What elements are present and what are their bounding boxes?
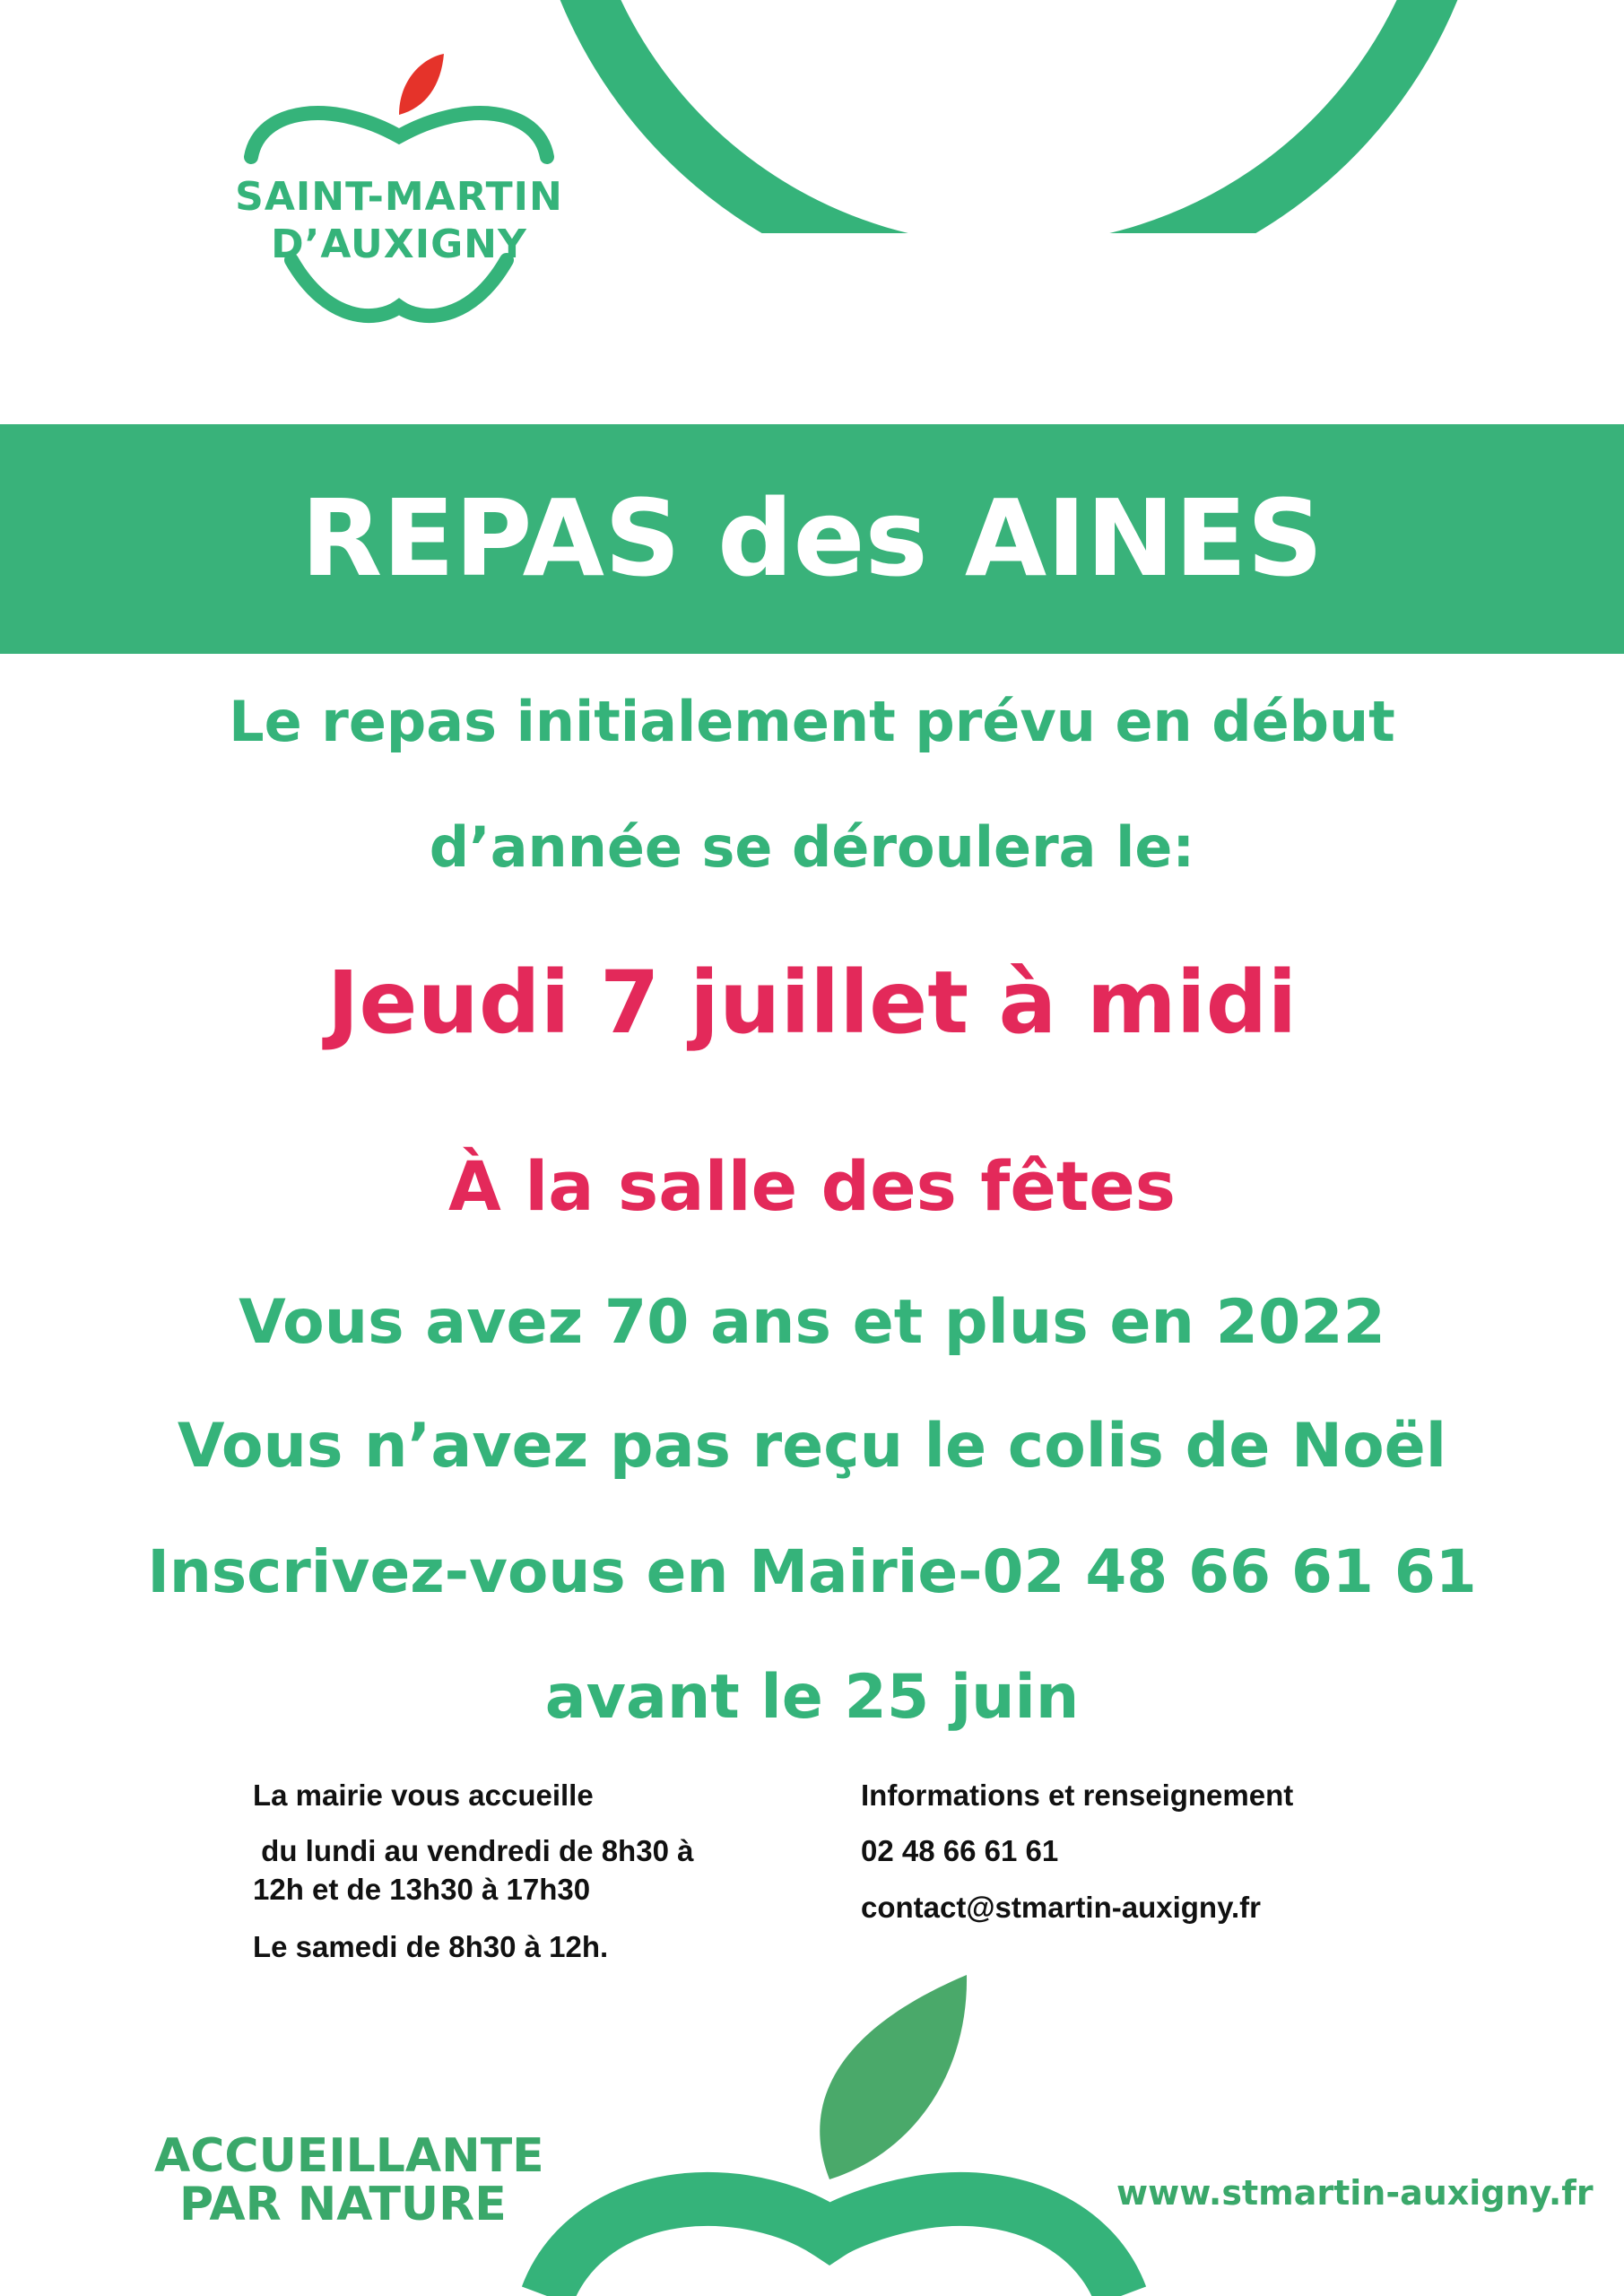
condition-age: Vous avez 70 ans et plus en 2022 xyxy=(239,1287,1385,1358)
logo-line1: SAINT-MARTIN xyxy=(235,174,563,220)
condition-gift: Vous n’avez pas reçu le colis de Noël xyxy=(177,1411,1447,1482)
slogan-line1: ACCUEILLANTE xyxy=(154,2129,544,2183)
apple-outline-icon xyxy=(502,1955,1148,2296)
contact-title: Informations et renseignement xyxy=(861,1779,1294,1812)
website-link[interactable]: www.stmartin-auxigny.fr xyxy=(1116,2173,1594,2213)
event-place: À la salle des fêtes xyxy=(447,1146,1177,1226)
deadline-line: avant le 25 juin xyxy=(544,1662,1080,1733)
title-banner xyxy=(0,424,1624,654)
logo-line2: D’AUXIGNY xyxy=(271,222,527,267)
slogan-line2: PAR NATURE xyxy=(179,2178,507,2231)
register-line: Inscrivez-vous en Mairie-02 48 66 61 61 xyxy=(147,1537,1477,1606)
hours-line3: Le samedi de 8h30 à 12h. xyxy=(253,1930,609,1963)
intro-line2: d’année se déroulera le: xyxy=(429,814,1195,880)
contact-email[interactable]: contact@stmartin-auxigny.fr xyxy=(861,1891,1261,1924)
hours-line1: du lundi au vendredi de 8h30 à xyxy=(253,1834,694,1867)
contact-phone[interactable]: 02 48 66 61 61 xyxy=(861,1834,1059,1867)
hours-title: La mairie vous accueille xyxy=(253,1779,594,1812)
banner-title: REPAS des AINES xyxy=(300,476,1324,600)
intro-line1: Le repas initialement prévu en début xyxy=(229,689,1395,754)
hours-line2: 12h et de 13h30 à 17h30 xyxy=(253,1873,591,1906)
event-date: Jeudi 7 juillet à midi xyxy=(326,952,1298,1053)
